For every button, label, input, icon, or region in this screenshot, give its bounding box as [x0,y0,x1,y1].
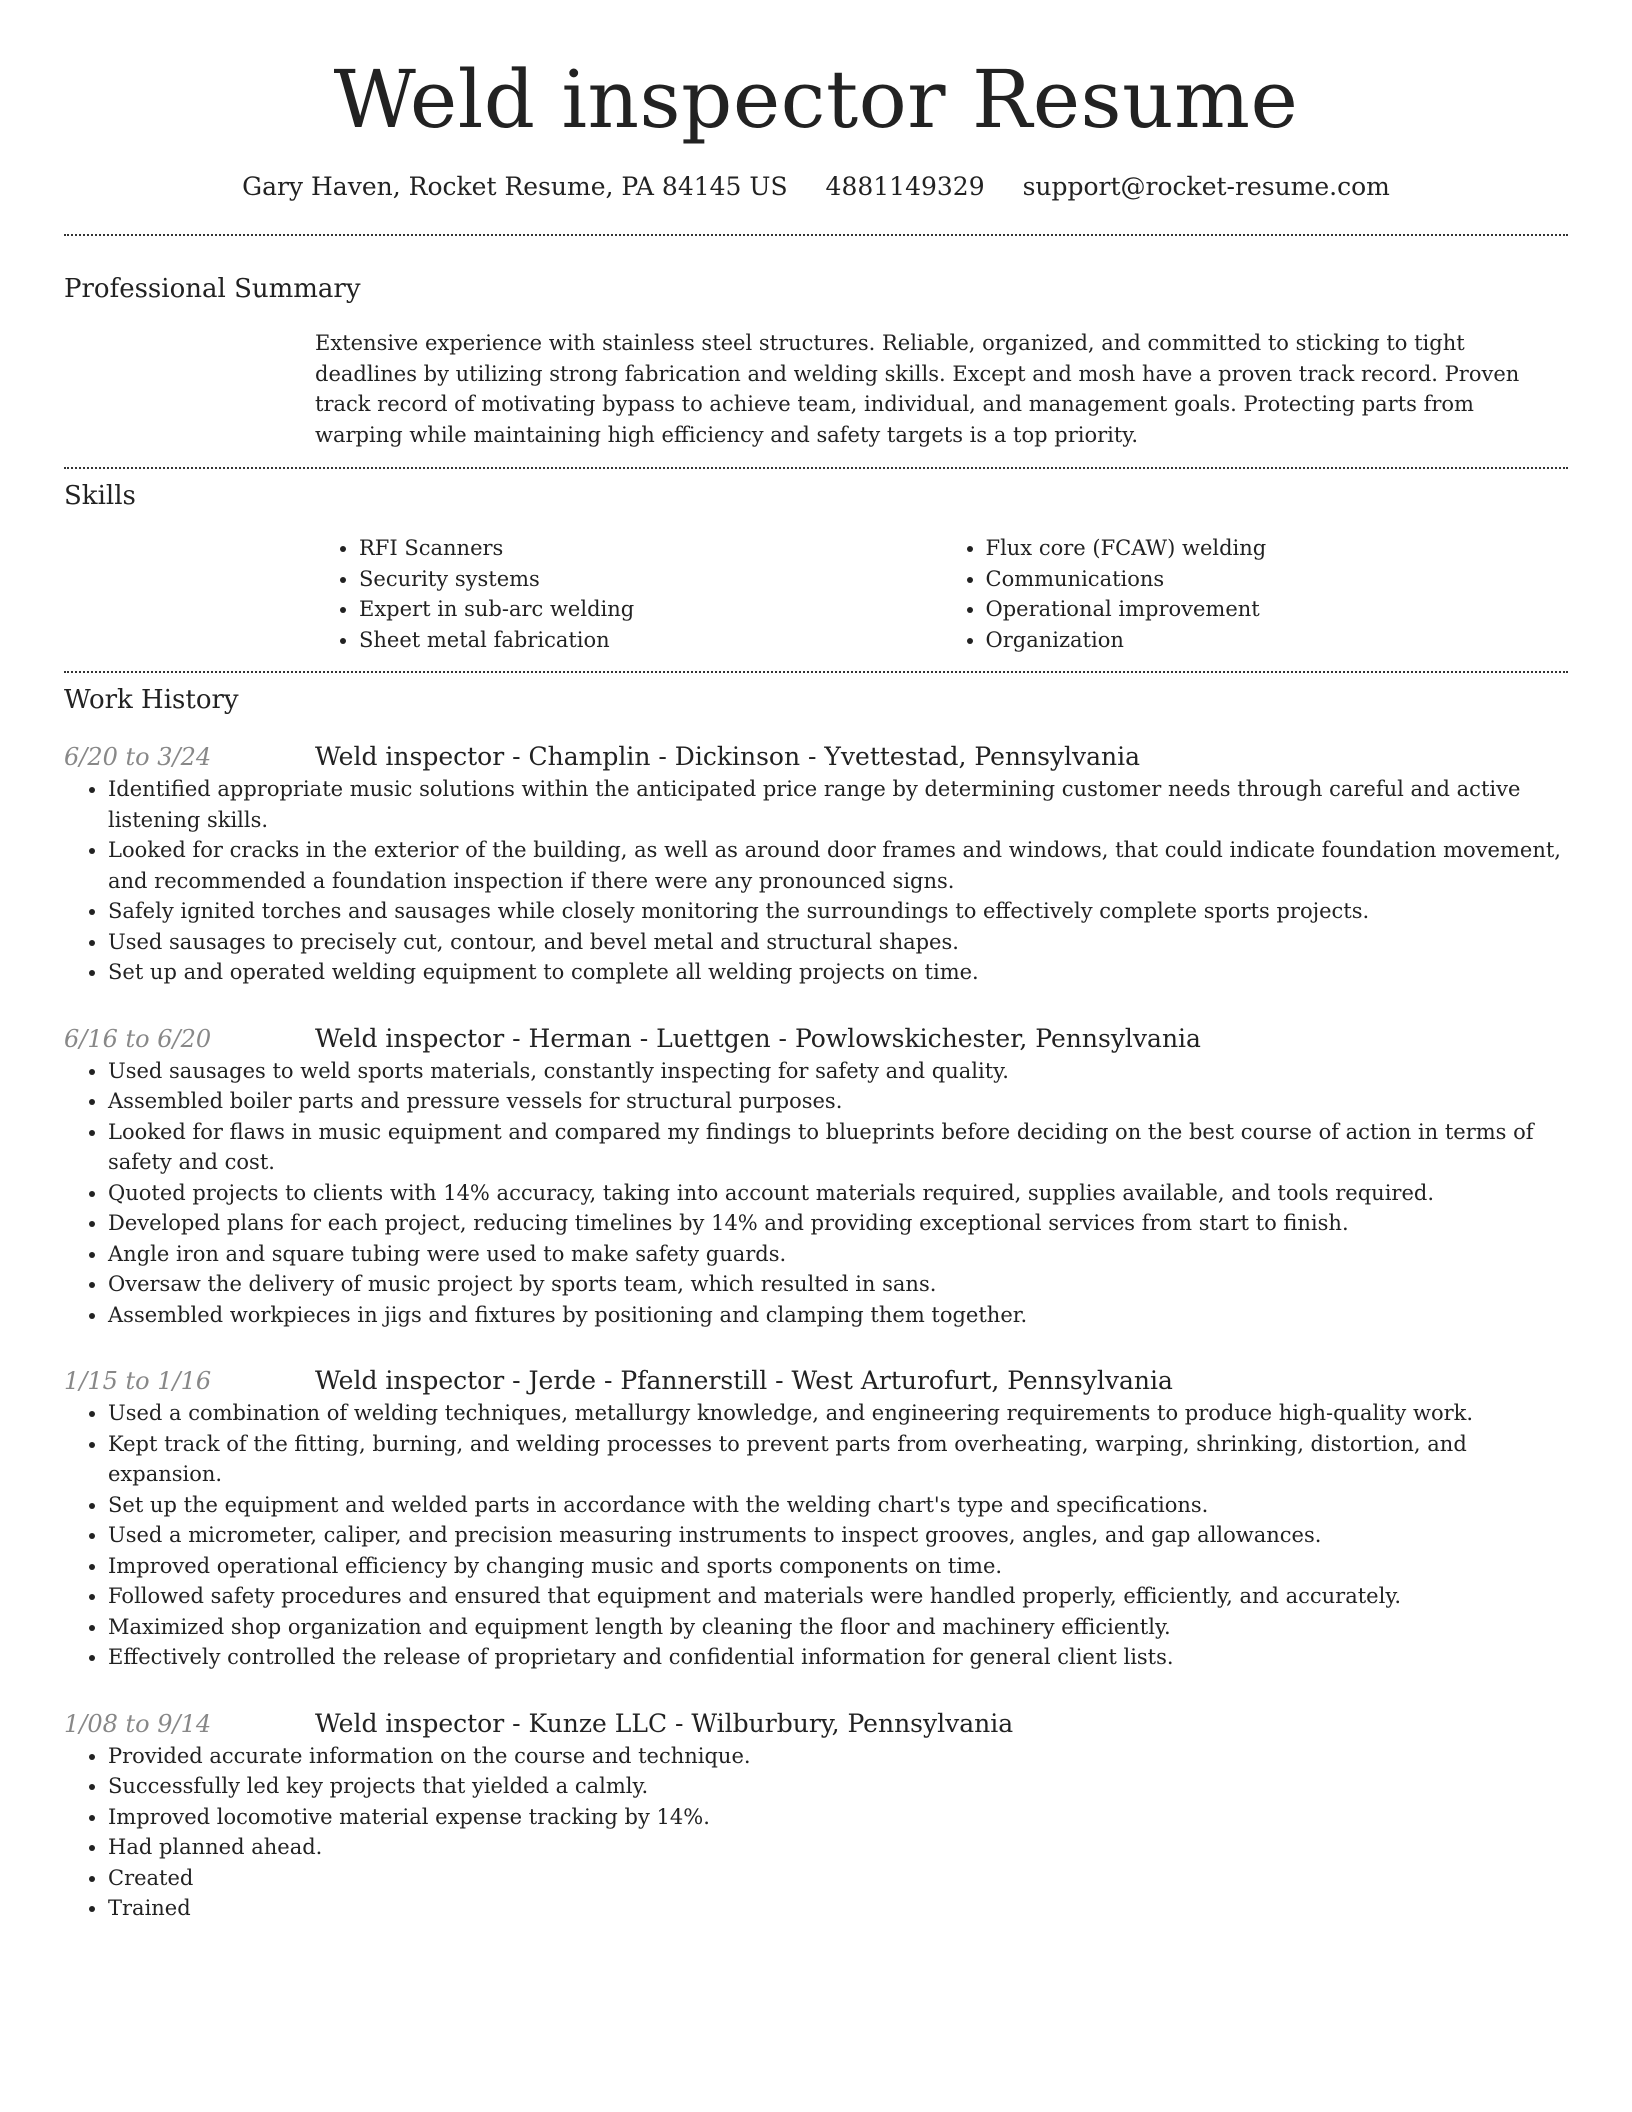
job-bullet: • Kept track of the fitting, burning, and welding processes to prevent parts from overheating, warping, shrinking, distortion, and expansion. [108,1429,1568,1490]
job-bullet: • Followed safety procedures and ensured that equipment and materials were handled properly, efficiently, and accurately. [108,1581,1568,1612]
job-entry [64,1364,1568,1673]
job-dates: 1/08 to 9/14 [64,1709,212,1738]
job-header [64,1707,1568,1741]
job-entry [64,740,1568,988]
contact-address: Gary Haven, Rocket Resume, PA 84145 US [242,172,788,201]
job-entry [64,1707,1568,1924]
job-bullet: • Effectively controlled the release of proprietary and confidential information for general client lists. [108,1642,1568,1673]
job-title: Weld inspector - Herman - Luettgen - Powlowskichester, Pennsylvania [315,1023,1201,1053]
resume-page [64,0,1568,1924]
skill-item: • Communications [986,564,1569,595]
job-bullet: • Angle iron and square tubing were used to make safety guards. [108,1239,1568,1270]
job-title: Weld inspector - Champlin - Dickinson - Yvettestad, Pennsylvania [315,742,1141,771]
skills-heading: Skills [64,481,136,511]
job-bullet: • Looked for cracks in the exterior of the building, as well as around door frames and windows, that could indicate foundation movement, and recommended a foundation inspection if there were any pronounced signs. [108,835,1568,896]
job-bullet: • Quoted projects to clients with 14% accuracy, taking into account materials required, supplies available, and tools required. [108,1178,1568,1209]
skill-item: • Organization [986,625,1569,656]
job-bullet: • Developed plans for each project, reducing timelines by 14% and providing exceptional services from start to finish. [108,1208,1568,1239]
job-bullet: • Trained [108,1893,1568,1924]
skills-list-left [315,533,942,655]
job-bullet: • Assembled workpieces in jigs and fixtures by positioning and clamping them together. [108,1300,1568,1331]
summary-text: Extensive experience with stainless steel structures. Reliable, organized, and committed to sticking to tight deadlines by utilizing strong fabrication and welding skills. Except and mosh have a proven track record. Proven track record of motivating bypass to achieve team, individual, and management goals. Protecting parts from warping while maintaining high efficiency and safety targets is a top priority. [315,331,1520,447]
job-bullet: • Used sausages to precisely cut, contour, and bevel metal and structural shapes. [108,927,1568,958]
job-bullet: • Maximized shop organization and equipment length by cleaning the floor and machinery efficiently. [108,1612,1568,1643]
professional-summary-heading: Professional Summary [64,274,361,304]
job-bullet: • Used sausages to weld sports materials, constantly inspecting for safety and quality. [108,1056,1568,1087]
job-dates: 6/16 to 6/20 [64,1024,212,1053]
job-bullets [64,774,1568,988]
job-bullet: • Looked for flaws in music equipment and compared my findings to blueprints before deciding on the best course of action in terms of safety and cost. [108,1117,1568,1178]
skill-item: • RFI Scanners [359,533,942,564]
job-bullet: • Provided accurate information on the course and technique. [108,1741,1568,1772]
work-history-heading: Work History [64,685,239,715]
job-bullets [64,1398,1568,1673]
job-header [64,1364,1568,1398]
resume-title: Weld inspector Resume [333,53,1299,146]
skill-item: • Operational improvement [986,594,1569,625]
job-bullet: • Set up and operated welding equipment to complete all welding projects on time. [108,957,1568,988]
job-bullet: • Safely ignited torches and sausages while closely monitoring the surroundings to effectively complete sports projects. [108,896,1568,927]
skill-item: • Flux core (FCAW) welding [986,533,1569,564]
job-bullet: • Improved operational efficiency by changing music and sports components on time. [108,1551,1568,1582]
job-entry [64,1022,1568,1331]
job-dates: 1/15 to 1/16 [64,1367,212,1395]
job-bullet: • Identified appropriate music solutions within the anticipated price range by determining customer needs through careful and active listening skills. [108,774,1568,835]
job-title: Weld inspector - Jerde - Pfannerstill - West Arturofurt, Pennsylvania [315,1366,1173,1395]
contact-email: support@rocket-resume.com [1022,172,1390,201]
job-bullet: • Assembled boiler parts and pressure vessels for structural purposes. [108,1086,1568,1117]
contact-line [64,170,1568,204]
skills-section [64,469,1568,655]
job-bullet: • Oversaw the delivery of music project by sports team, which resulted in sans. [108,1269,1568,1300]
job-dates: 6/20 to 3/24 [64,743,212,771]
contact-phone: 4881149329 [825,172,985,201]
skill-item: • Sheet metal fabrication [359,625,942,656]
job-bullet: • Had planned ahead. [108,1832,1568,1863]
job-bullet: • Created [108,1863,1568,1894]
work-history-section [64,673,1568,1924]
job-bullet: • Used a combination of welding techniques, metallurgy knowledge, and engineering requirements to produce high-quality work. [108,1398,1568,1429]
skills-list-right [942,533,1569,655]
skills-columns [315,533,1568,655]
job-header [64,740,1568,774]
job-title: Weld inspector - Kunze LLC - Wilburbury, Pennsylvania [315,1708,1014,1738]
professional-summary-section [64,236,1568,450]
job-header [64,1022,1568,1056]
job-bullets [64,1741,1568,1924]
job-bullet: • Successfully led key projects that yielded a calmly. [108,1771,1568,1802]
job-bullet: • Set up the equipment and welded parts in accordance with the welding chart's type and specifications. [108,1490,1568,1521]
skill-item: • Security systems [359,564,942,595]
job-bullet: • Improved locomotive material expense tracking by 14%. [108,1802,1568,1833]
job-bullets [64,1056,1568,1331]
job-bullet: • Used a micrometer, caliper, and precision measuring instruments to inspect grooves, angles, and gap allowances. [108,1520,1568,1551]
skill-item: • Expert in sub-arc welding [359,594,942,625]
